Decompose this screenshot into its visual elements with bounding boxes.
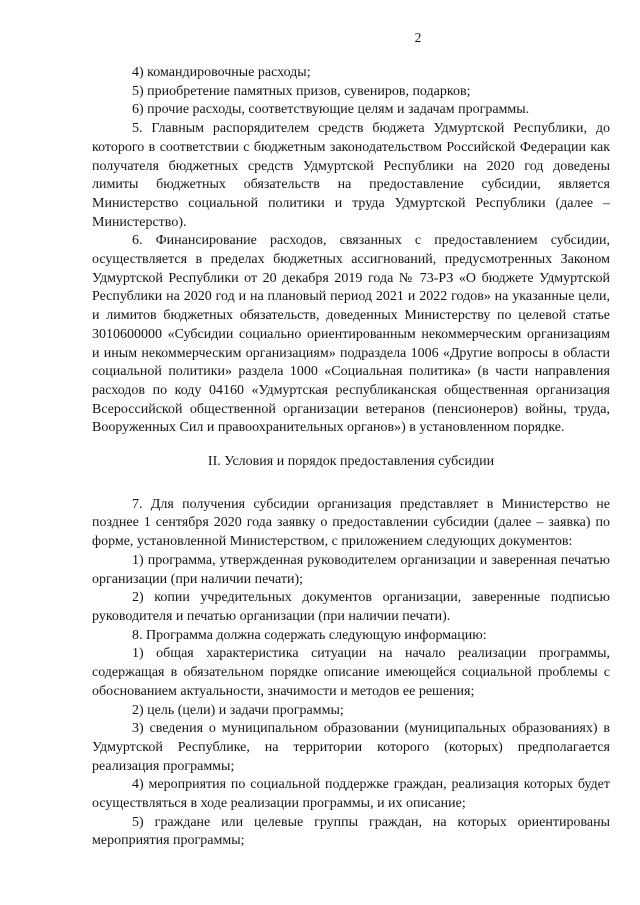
paragraph-5: 5. Главным распорядителем средств бюджета Удмуртской Республики, до которого в соответствии с бюджетным законодательством Российской Федерации как получателя бюджетных средств Удмуртской Республики на 2020 год доведены лимиты бюджетных обязательств на предоставление субсидии, является Министерство социальной политики и труда Удмуртской Республики (далее – Министерство). [92, 121, 610, 230]
list-item: 5) граждане или целевые группы граждан, на которых ориентированы мероприятия программы; [92, 814, 610, 849]
list-item: 6) прочие расходы, соответствующие целям и задачам программы. [132, 102, 530, 118]
list-item: 1) программа, утвержденная руководителем организации и заверенная печатью организации (при наличии печати); [92, 552, 610, 587]
section-heading: II. Условия и порядок предоставления субсидии [207, 454, 495, 470]
list-item: 2) копии учредительных документов организации, заверенные подписью руководителя и печатью организации (при наличии печати). [92, 590, 610, 624]
list-item: 2) цель (цели) и задачи программы; [132, 702, 344, 718]
list-item: 3) сведения о муниципальном образовании (муниципальных образованиях) в Удмуртской Республике, на территории которого (которых) предполагается реализация программы; [92, 721, 610, 774]
list-item: 5) приобретение памятных призов, сувениров, подарков; [132, 83, 471, 99]
list-item: 4) мероприятия по социальной поддержке граждан, реализация которых будет осуществляться в ходе реализации программы, и их описание; [92, 777, 610, 812]
page-number: 2 [414, 30, 422, 45]
list-item: 4) командировочные расходы; [132, 65, 311, 80]
list-item: 1) общая характеристика ситуации на начало реализации программы, содержащая в обязательном порядке описание имеющейся социальной проблемы с обоснованием актуальности, значимости и методов ее решения; [92, 646, 610, 699]
paragraph-6: 6. Финансирование расходов, связанных с предоставлением субсидии, осуществляется в пределах бюджетных ассигнований, предусмотренных Законом Удмуртской Республики от 20 декабря 2019 года № 73-РЗ «О бюджете Удмуртской Республики на 2020 год и на плановый период 2021 и 2022 годов» на указанные цели, и лимитов бюджетных обязательств, доведенных Министерству по целевой статье 3010600000 «Субсидии социально ориентированным некоммерческим организациям и иным некоммерческим организациям» подраздела 1006 «Другие вопросы в области социальной политики» раздела 1000 «Социальная политика» (в части направления расходов по коду 04160 «Удмуртская республиканская общественная организация Всероссийской общественной организации ветеранов (пенсионеров) войны, труда, Вооруженных Сил и правоохранительных органов») в установленном порядке. [92, 233, 610, 436]
paragraph-8: 8. Программа должна содержать следующую информацию: [132, 627, 487, 643]
paragraph-7: 7. Для получения субсидии организация представляет в Министерство не позднее 1 сентября 2020 года заявку о предоставлении субсидии (далее – заявка) по форме, установленной Министерством, с приложением следующих документов: [92, 496, 610, 550]
